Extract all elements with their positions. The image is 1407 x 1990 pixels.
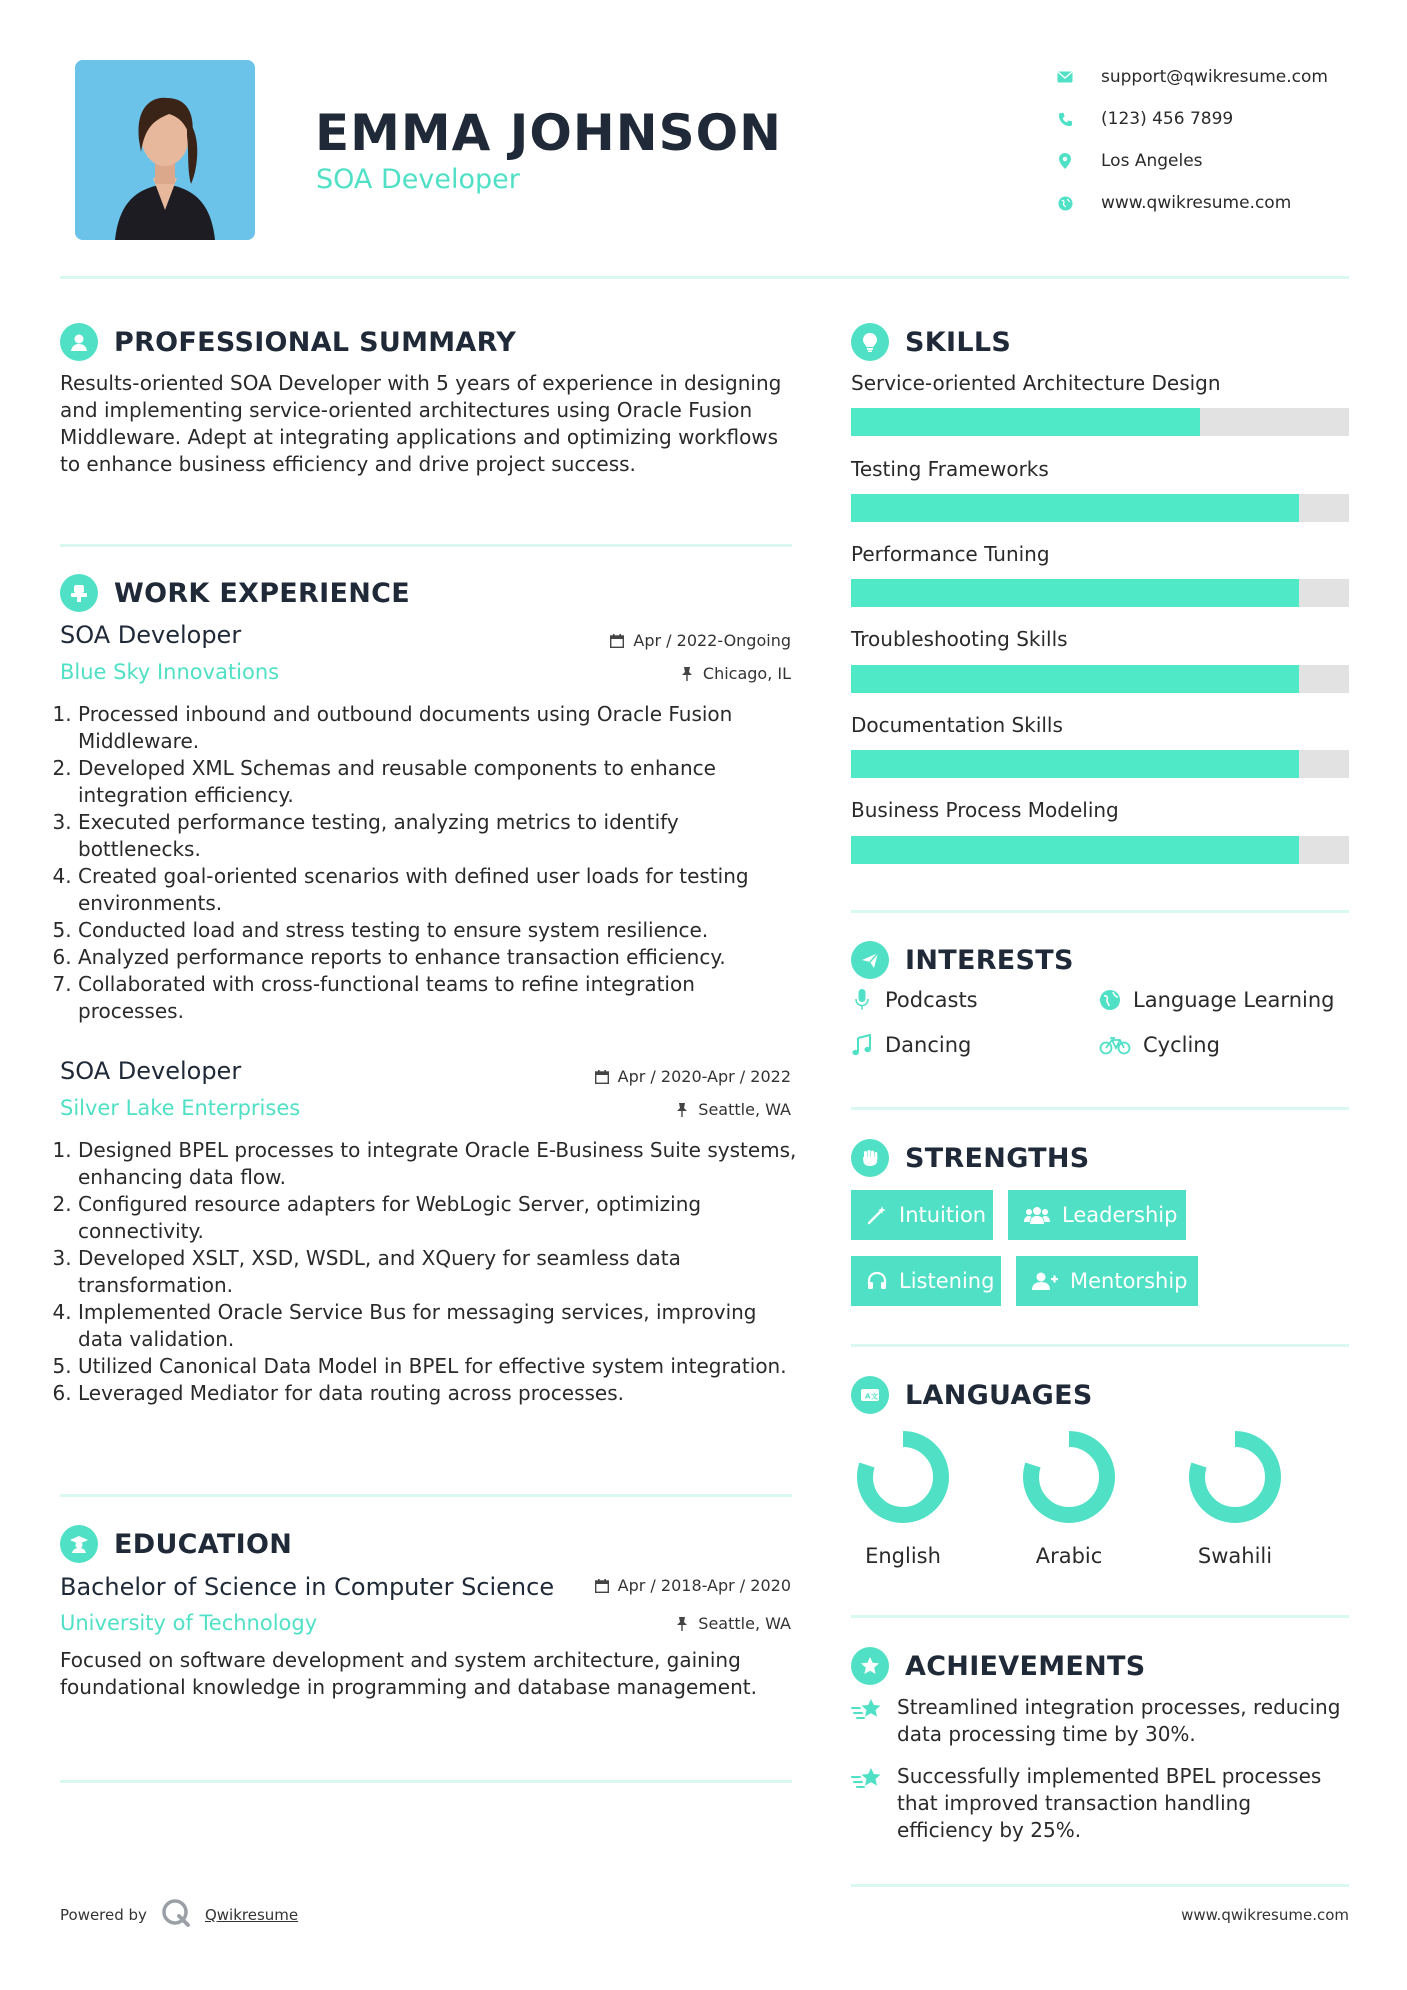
interest-dancing <box>851 1033 971 1057</box>
education-dates-text: Apr / 2018-Apr / 2020 <box>617 1576 791 1595</box>
list-item: 3. Developed XSLT, XSD, WSDL, and XQuery for seamless data transformation. <box>78 1245 800 1299</box>
list-item: 4. Created goal-oriented scenarios with defined user loads for testing environments. <box>78 863 800 917</box>
qwikresume-link[interactable]: Qwikresume <box>204 1906 299 1924</box>
strength-leadership <box>1008 1190 1186 1240</box>
website-text: www.qwikresume.com <box>1101 193 1292 213</box>
language-label: Swahili <box>1197 1544 1273 1568</box>
interest-language-learning <box>1099 988 1334 1012</box>
shooting-star-icon <box>851 1696 885 1748</box>
list-item: 6. Analyzed performance reports to enhance transaction efficiency. <box>78 944 800 971</box>
list-item: 1. Processed inbound and outbound documents using Oracle Fusion Middleware. <box>78 701 800 755</box>
skill-4-label: Troubleshooting Skills <box>851 627 1068 651</box>
phone-icon <box>1055 109 1075 129</box>
job-2-title: SOA Developer <box>60 1057 242 1085</box>
language-label: Arabic <box>1035 1544 1103 1568</box>
skills-divider <box>851 910 1349 913</box>
job-1-title: SOA Developer <box>60 621 242 649</box>
map-pin-icon <box>1055 151 1075 171</box>
lightbulb-icon <box>851 323 889 361</box>
strength-label: Listening <box>899 1269 995 1293</box>
skill-2-label: Testing Frameworks <box>851 457 1049 481</box>
language-swahili <box>1165 1430 1305 1568</box>
job-2-location <box>674 1100 791 1119</box>
experience-title: WORK EXPERIENCE <box>114 577 410 609</box>
calendar-icon <box>594 1069 610 1085</box>
briefcase-icon <box>60 574 98 612</box>
job-1-company: Blue Sky Innovations <box>60 660 280 684</box>
job-1-location <box>679 664 791 683</box>
qwikresume-logo-icon <box>161 1898 191 1932</box>
pushpin-icon <box>679 666 695 682</box>
achievement-item-1 <box>851 1694 1351 1748</box>
envelope-icon <box>1055 67 1075 87</box>
skill-4-fill <box>851 665 1299 693</box>
skill-2-fill <box>851 494 1299 522</box>
fist-icon <box>851 1139 889 1177</box>
degree-title: Bachelor of Science in Computer Science <box>60 1573 555 1601</box>
job-1-dates <box>609 631 791 650</box>
skill-3-label: Performance Tuning <box>851 542 1050 566</box>
star-badge-icon <box>851 1647 889 1685</box>
music-note-icon <box>851 1034 873 1056</box>
location-text: Los Angeles <box>1101 151 1203 171</box>
paper-plane-icon <box>851 941 889 979</box>
language-label: English <box>865 1544 941 1568</box>
strength-label: Intuition <box>899 1203 987 1227</box>
achievements-divider <box>851 1884 1349 1887</box>
skill-1-bar <box>851 408 1349 436</box>
user-plus-icon <box>1032 1270 1058 1292</box>
education-dates <box>594 1576 791 1595</box>
job-2-dates-text: Apr / 2020-Apr / 2022 <box>617 1067 791 1086</box>
interest-label: Cycling <box>1143 1033 1220 1057</box>
job-2-company: Silver Lake Enterprises <box>60 1096 301 1120</box>
svg-text:文: 文 <box>871 1392 878 1401</box>
progress-ring <box>856 1430 950 1524</box>
education-location-text: Seattle, WA <box>698 1614 791 1633</box>
achievement-text: Successfully implemented BPEL processes that improved transaction handling efficiency by 25%. <box>897 1764 1322 1842</box>
education-heading <box>60 1524 292 1564</box>
calendar-icon <box>609 633 625 649</box>
job-1-location-text: Chicago, IL <box>702 664 791 683</box>
interests-heading <box>851 940 1074 980</box>
strength-listening <box>851 1256 1001 1306</box>
interest-label: Dancing <box>885 1033 972 1057</box>
languages-divider <box>851 1615 1349 1618</box>
strength-intuition <box>851 1190 993 1240</box>
skill-6-label: Business Process Modeling <box>851 798 1119 822</box>
achievement-text: Streamlined integration processes, reducing data processing time by 30%. <box>897 1695 1341 1746</box>
languages-title: LANGUAGES <box>905 1379 1093 1411</box>
candidate-name: EMMA JOHNSON <box>315 104 782 162</box>
strength-label: Leadership <box>1062 1203 1178 1227</box>
contact-list <box>1055 56 1375 224</box>
list-item: 3. Executed performance testing, analyzing metrics to identify bottlenecks. <box>78 809 800 863</box>
skill-1-label: Service-oriented Architecture Design <box>851 371 1221 395</box>
summary-heading <box>60 322 516 362</box>
contact-location <box>1055 140 1375 182</box>
strengths-title: STRENGTHS <box>905 1142 1090 1174</box>
user-icon <box>60 323 98 361</box>
interests-title: INTERESTS <box>905 944 1074 976</box>
list-item: 1. Designed BPEL processes to integrate Oracle E-Business Suite systems, enhancing data flow. <box>78 1137 800 1191</box>
interests-divider <box>851 1107 1349 1110</box>
strength-label: Mentorship <box>1070 1269 1188 1293</box>
users-icon <box>1024 1204 1050 1226</box>
skill-4-bar <box>851 665 1349 693</box>
list-item: 2. Developed XML Schemas and reusable components to enhance integration efficiency. <box>78 755 800 809</box>
list-item: 6. Leveraged Mediator for data routing across processes. <box>78 1380 800 1407</box>
interest-podcasts <box>851 988 978 1012</box>
skills-heading <box>851 322 1011 362</box>
education-location <box>674 1614 791 1633</box>
shooting-star-icon <box>851 1765 885 1844</box>
skill-5-fill <box>851 750 1299 778</box>
footer-website[interactable]: www.qwikresume.com <box>1181 1906 1349 1924</box>
list-item: 5. Conducted load and stress testing to ensure system resilience. <box>78 917 800 944</box>
skill-2-bar <box>851 494 1349 522</box>
language-english <box>833 1430 973 1568</box>
job-2-dates <box>594 1067 791 1086</box>
summary-title: PROFESSIONAL SUMMARY <box>114 326 517 358</box>
education-divider <box>60 1780 792 1783</box>
job-1-points <box>60 701 800 1025</box>
education-title: EDUCATION <box>114 1528 293 1560</box>
skill-6-bar <box>851 836 1349 864</box>
microphone-icon <box>851 989 873 1011</box>
contact-phone[interactable] <box>1055 98 1375 140</box>
candidate-role: SOA Developer <box>316 164 520 195</box>
skill-3-bar <box>851 579 1349 607</box>
bicycle-icon <box>1099 1034 1131 1056</box>
powered-by-text: Powered by <box>60 1906 147 1924</box>
language-card-icon <box>851 1376 889 1414</box>
languages-heading <box>851 1375 1093 1415</box>
list-item: 5. Utilized Canonical Data Model in BPEL for effective system integration. <box>78 1353 800 1380</box>
summary-divider <box>60 544 792 547</box>
job-1-dates-text: Apr / 2022-Ongoing <box>633 631 791 650</box>
skill-6-fill <box>851 836 1299 864</box>
interest-cycling <box>1099 1033 1220 1057</box>
phone-text: (123) 456 7899 <box>1101 109 1234 129</box>
email-text: support@qwikresume.com <box>1101 67 1328 87</box>
strengths-heading <box>851 1138 1090 1178</box>
skill-5-label: Documentation Skills <box>851 713 1063 737</box>
graduate-icon <box>60 1525 98 1563</box>
achievements-title: ACHIEVEMENTS <box>905 1650 1146 1682</box>
strengths-divider <box>851 1344 1349 1347</box>
globe-icon <box>1055 193 1075 213</box>
list-item: 4. Implemented Oracle Service Bus for messaging services, improving data validation. <box>78 1299 800 1353</box>
interest-label: Podcasts <box>885 988 978 1012</box>
achievements-heading <box>851 1646 1146 1686</box>
achievement-item-2 <box>851 1763 1351 1844</box>
list-item: 7. Collaborated with cross-functional teams to refine integration processes. <box>78 971 800 1025</box>
job-2-location-text: Seattle, WA <box>698 1100 791 1119</box>
experience-divider <box>60 1494 792 1497</box>
contact-website[interactable] <box>1055 182 1375 224</box>
skill-3-fill <box>851 579 1299 607</box>
interest-label: Language Learning <box>1133 988 1335 1012</box>
skills-title: SKILLS <box>905 326 1012 358</box>
pushpin-icon <box>674 1102 690 1118</box>
skill-1-fill <box>851 408 1200 436</box>
headphones-icon <box>867 1270 887 1292</box>
education-text: Focused on software development and system architecture, gaining foundational knowledge in programming and database management. <box>60 1648 757 1699</box>
pushpin-icon <box>674 1616 690 1632</box>
school-name: University of Technology <box>60 1611 318 1635</box>
globe-icon <box>1099 989 1121 1011</box>
svg-text:A: A <box>865 1392 871 1401</box>
skill-5-bar <box>851 750 1349 778</box>
calendar-icon <box>594 1578 610 1594</box>
contact-email[interactable] <box>1055 56 1375 98</box>
experience-heading <box>60 573 410 613</box>
header-divider <box>60 276 1349 279</box>
magic-wand-icon <box>867 1204 887 1226</box>
summary-text: Results-oriented SOA Developer with 5 years of experience in designing and implementing service-oriented architectures using Oracle Fusion Middleware. Adept at integrating applications and optimizing workflows to enhance business efficiency and drive project success. <box>60 371 782 476</box>
language-arabic <box>999 1430 1139 1568</box>
progress-ring <box>1022 1430 1116 1524</box>
job-2-points <box>60 1137 800 1407</box>
progress-ring <box>1188 1430 1282 1524</box>
list-item: 2. Configured resource adapters for WebLogic Server, optimizing connectivity. <box>78 1191 800 1245</box>
profile-photo <box>75 60 255 240</box>
footer-powered-by <box>60 1898 298 1932</box>
strength-mentorship <box>1016 1256 1198 1306</box>
